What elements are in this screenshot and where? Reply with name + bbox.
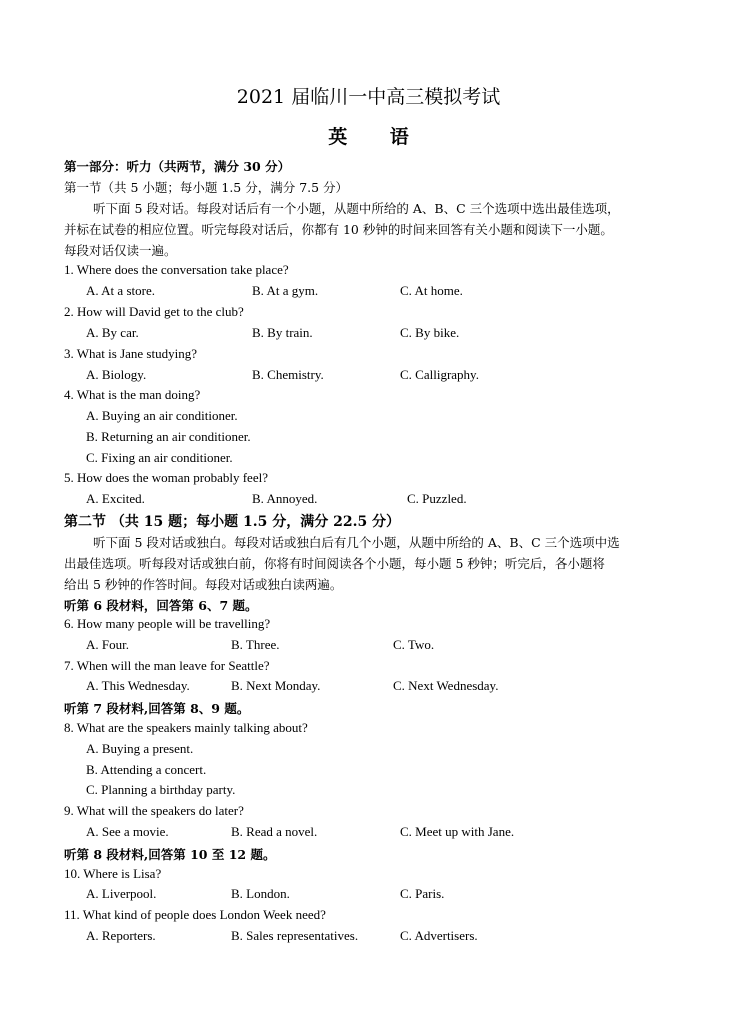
option-a: A. Biology.: [86, 367, 147, 382]
option-a: A. Liverpool.: [86, 886, 157, 901]
part1-heading: 第一部分：听力（共两节，满分 30 分）: [64, 159, 291, 174]
option-b: B. Annoyed.: [252, 491, 318, 506]
option-b: B. At a gym.: [252, 283, 319, 298]
option-c: C. Two.: [393, 637, 435, 652]
section2-heading: 第二节 （共 15 题；每小题 1.5 分，满分 22.5 分）: [64, 514, 401, 530]
question-2: 2. How will David get to the club?: [64, 304, 244, 319]
material-header: 听第 6 段材料，回答第 6、7 题。: [64, 598, 258, 613]
option-c: C. Planning a birthday party.: [86, 782, 236, 797]
option-b: B. Returning an air conditioner.: [86, 429, 251, 444]
option-a: A. At a store.: [86, 283, 155, 298]
option-a: A. Reporters.: [86, 928, 156, 943]
option-a: A. By car.: [86, 325, 139, 340]
section2-instruction-line: 听下面 5 段对话或独白。每段对话或独白后有几个小题，从题中所给的 A、B、C 三个选项中选: [93, 535, 620, 550]
option-b: B. Next Monday.: [231, 678, 321, 693]
question-9: 9. What will the speakers do later?: [64, 803, 244, 818]
question-1: 1. Where does the conversation take place?: [64, 262, 289, 277]
section1-heading: 第一节（共 5 小题；每小题 1.5 分，满分 7.5 分）: [64, 180, 349, 195]
option-c: C. Paris.: [400, 886, 445, 901]
option-c: C. By bike.: [400, 325, 460, 340]
material-header: 听第 8 段材料,回答第 10 至 12 题。: [64, 847, 276, 862]
option-b: B. Attending a concert.: [86, 762, 207, 777]
option-b: B. Three.: [231, 637, 280, 652]
option-a: A. Four.: [86, 637, 129, 652]
section1-instruction-line: 并标在试卷的相应位置。听完每段对话后，你都有 10 秒钟的时间来回答有关小题和阅读下一小题。: [64, 222, 613, 237]
option-c: C. Advertisers.: [400, 928, 478, 943]
material-header: 听第 7 段材料,回答第 8、9 题。: [64, 701, 250, 716]
exam-title: 2021 届临川一中高三模拟考试: [236, 86, 501, 108]
option-a: A. Buying an air conditioner.: [86, 408, 238, 423]
option-a: A. See a movie.: [86, 824, 169, 839]
option-b: B. Chemistry.: [252, 367, 324, 382]
question-8: 8. What are the speakers mainly talking about?: [64, 720, 308, 735]
subject-title: 英 语: [328, 126, 427, 148]
option-b: B. Sales representatives.: [231, 928, 359, 943]
question-6: 6. How many people will be travelling?: [64, 616, 271, 631]
question-10: 10. Where is Lisa?: [64, 866, 162, 881]
question-3: 3. What is Jane studying?: [64, 346, 197, 361]
section2-instruction-line: 出最佳选项。听每段对话或独白前，你将有时间阅读各个小题，每小题 5 秒钟；听完后，各小题将: [64, 556, 605, 571]
option-b: B. Read a novel.: [231, 824, 318, 839]
section1-instruction-line: 听下面 5 段对话。每段对话后有一个小题，从题中所给的 A、B、C 三个选项中选出最佳选项，: [93, 201, 620, 216]
option-a: A. Buying a present.: [86, 741, 194, 756]
option-a: A. This Wednesday.: [86, 678, 190, 693]
option-b: B. By train.: [252, 325, 313, 340]
question-7: 7. When will the man leave for Seattle?: [64, 658, 270, 673]
option-c: C. Fixing an air conditioner.: [86, 450, 233, 465]
option-c: C. Calligraphy.: [400, 367, 479, 382]
option-c: C. Next Wednesday.: [393, 678, 499, 693]
section1-instruction-line: 每段对话仅读一遍。: [64, 243, 177, 258]
question-5: 5. How does the woman probably feel?: [64, 470, 268, 485]
option-c: C. Meet up with Jane.: [400, 824, 515, 839]
option-c: C. At home.: [400, 283, 463, 298]
option-c: C. Puzzled.: [407, 491, 467, 506]
section2-instruction-line: 给出 5 秒钟的作答时间。每段对话或独白读两遍。: [64, 577, 343, 592]
question-4: 4. What is the man doing?: [64, 387, 201, 402]
option-a: A. Excited.: [86, 491, 145, 506]
question-11: 11. What kind of people does London Week need?: [64, 907, 326, 922]
option-b: B. London.: [231, 886, 290, 901]
